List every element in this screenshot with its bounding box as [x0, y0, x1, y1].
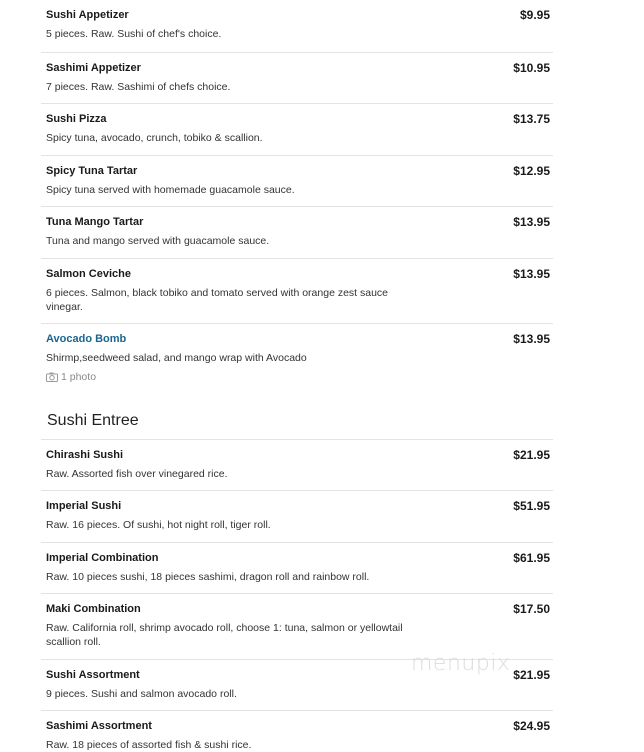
item-name: Sashimi Appetizer: [46, 62, 141, 74]
menu-item: [41, 258, 553, 323]
item-price: $13.95: [513, 215, 550, 229]
menu-item: [41, 103, 553, 155]
item-name: Imperial Sushi: [46, 500, 122, 512]
item-name: Spicy Tuna Tartar: [46, 165, 138, 177]
item-price: $17.50: [513, 602, 550, 616]
item-name: Salmon Ceviche: [46, 268, 131, 280]
item-price: $12.95: [513, 164, 550, 178]
item-price: $9.95: [519, 8, 550, 22]
item-name: Sushi Pizza: [46, 113, 107, 125]
menu-item: [41, 52, 553, 103]
photo-link[interactable]: [46, 370, 553, 384]
section-header: [41, 389, 553, 439]
item-description: Spicy tuna, avocado, crunch, tobiko & scallion.: [46, 132, 263, 144]
menu-item: [41, 490, 553, 542]
section-title: Sushi Entree: [47, 412, 139, 429]
item-price: $61.95: [513, 551, 550, 565]
watermark: menupix: [411, 651, 511, 676]
menu-item: [41, 323, 553, 389]
menu-item: [41, 542, 553, 593]
item-name: Sashimi Assortment: [46, 720, 152, 732]
menu-item: [41, 659, 553, 710]
item-description: 6 pieces. Salmon, black tobiko and tomato served with orange zest sauce vinegar.: [46, 287, 389, 313]
item-description: Spicy tuna served with homemade guacamole sauce.: [46, 184, 295, 196]
item-name: Imperial Combination: [46, 552, 159, 564]
item-name-link[interactable]: Avocado Bomb: [46, 333, 127, 345]
item-description: Raw. 10 pieces sushi, 18 pieces sashimi, dragon roll and rainbow roll.: [46, 571, 370, 583]
item-description: 9 pieces. Sushi and salmon avocado roll.: [46, 688, 237, 700]
menu-item: [41, 710, 553, 750]
item-price: $24.95: [513, 719, 550, 733]
camera-icon: [46, 372, 58, 382]
item-description: Tuna and mango served with guacamole sauce.: [46, 235, 270, 247]
menu-item: [41, 206, 553, 258]
item-price: $13.75: [513, 112, 550, 126]
item-price: $51.95: [513, 499, 550, 513]
menu-item: [41, 0, 553, 52]
item-name: Tuna Mango Tartar: [46, 216, 144, 228]
item-name: Maki Combination: [46, 603, 141, 615]
item-description: Raw. California roll, shrimp avocado roll, choose 1: tuna, salmon or yellowtail scallion roll.: [46, 622, 403, 648]
item-description: 5 pieces. Raw. Sushi of chef's choice.: [46, 28, 222, 40]
item-price: $21.95: [513, 448, 550, 462]
menu-list: [41, 0, 553, 750]
menu-item: [41, 155, 553, 206]
item-description: Shirmp,seedweed salad, and mango wrap with Avocado: [46, 352, 307, 364]
menu-item: [41, 593, 553, 659]
item-name: Chirashi Sushi: [46, 449, 124, 461]
item-name: Sushi Appetizer: [46, 9, 129, 21]
item-price: $10.95: [513, 61, 550, 75]
item-description: Raw. 16 pieces. Of sushi, hot night roll, tiger roll.: [46, 519, 271, 531]
photo-count: 1 photo: [61, 371, 97, 383]
item-price: $13.95: [513, 267, 550, 281]
item-price: $21.95: [513, 668, 550, 682]
menu-item: [41, 439, 553, 490]
item-description: Raw. Assorted fish over vinegared rice.: [46, 468, 228, 480]
item-name: Sushi Assortment: [46, 669, 140, 681]
item-description: 7 pieces. Raw. Sashimi of chefs choice.: [46, 81, 231, 93]
item-price: $13.95: [513, 332, 550, 346]
item-description: Raw. 18 pieces of assorted fish & sushi rice.: [46, 739, 252, 751]
